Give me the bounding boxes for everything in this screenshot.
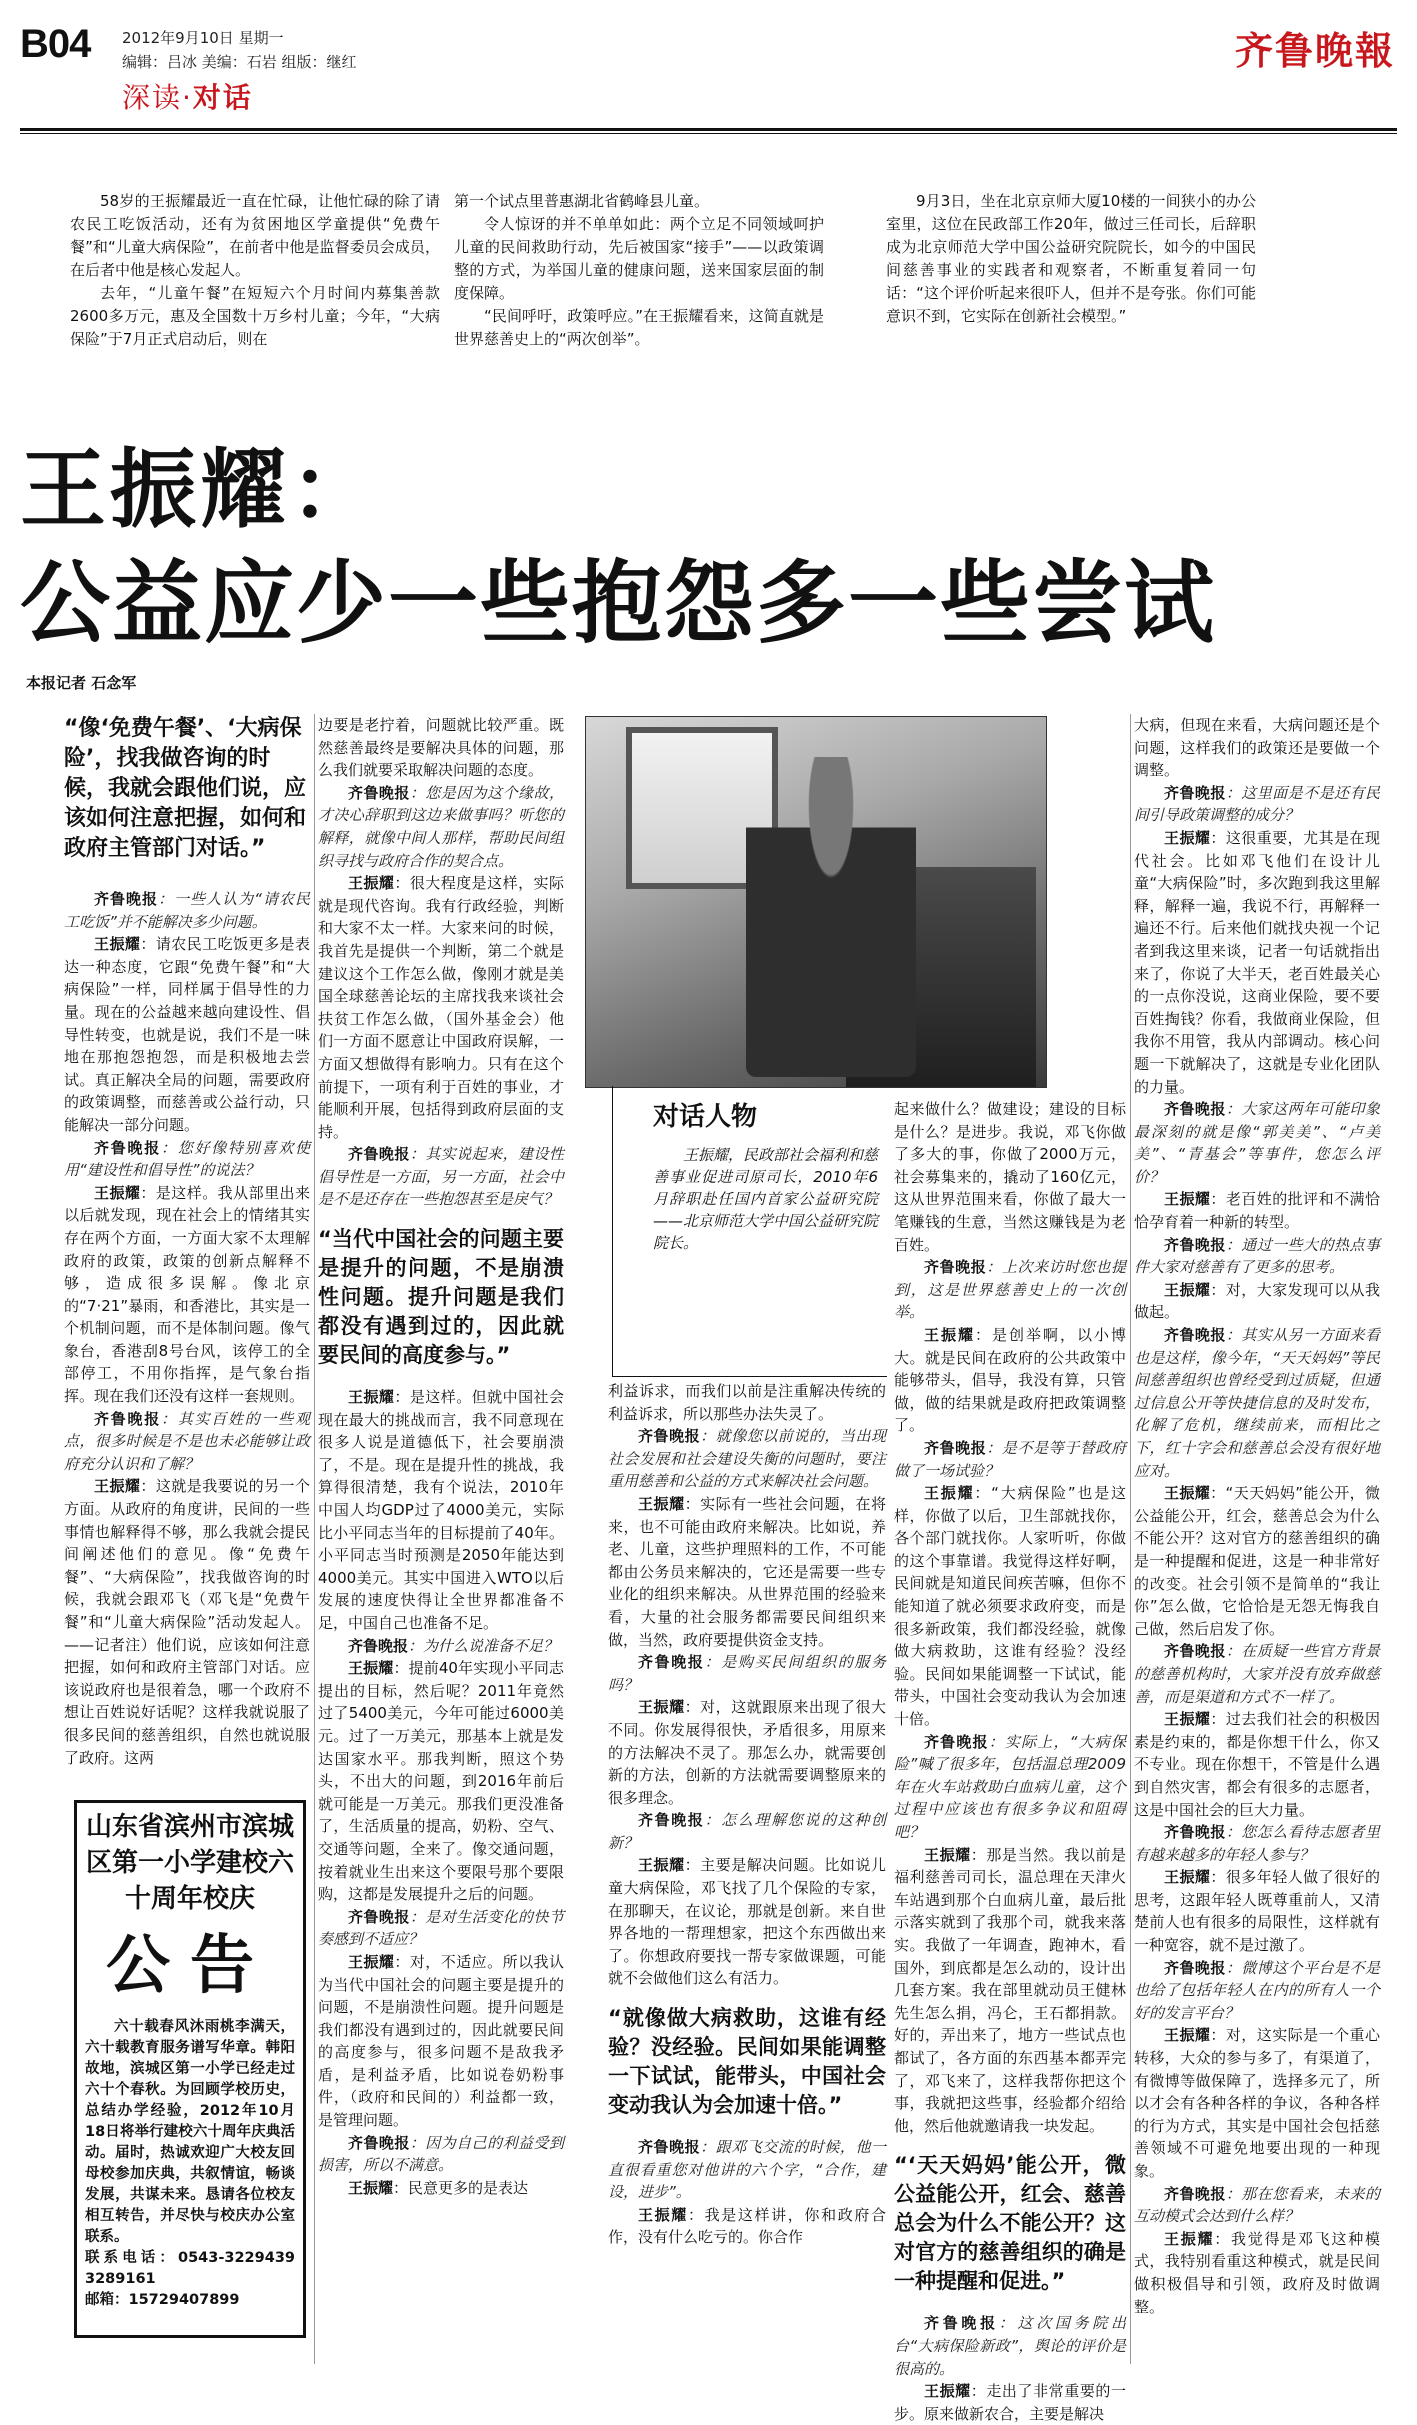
paragraph bbox=[318, 1906, 564, 1951]
photo-person bbox=[746, 757, 916, 1077]
paragraph bbox=[1134, 2183, 1380, 2228]
issue-editors: 编辑：吕冰 美编：石岩 组版：继红 bbox=[122, 53, 357, 71]
paragraph-text: ：“大病保险”也是这样，你做了以后，卫生部就找你，各个部门就找你。人家听听，你做的这个事靠谱。我觉得这样好啊，民间就是知道民间疾苦嘛，但你不能知道了就必须要求政府变，而是很多新政策，我们都没经验，就像做大病救助，这谁有经验？没经验。民间如果能调整一下试试，能带头，中国社会变动我认为会加速十倍。 bbox=[894, 1484, 1126, 1729]
speaker-label: 王振耀 bbox=[638, 1494, 685, 1513]
speaker-label: 齐鲁晚报 bbox=[94, 1409, 161, 1428]
paragraph bbox=[608, 1425, 886, 1493]
paragraph-text: ：走出了非常重要的一步。原来做新农合，主要是解决 bbox=[894, 2382, 1126, 2423]
profile-body bbox=[653, 1144, 878, 1254]
paragraph-text: ：对，这实际是一个重心转移，大众的参与多了，有渠道了，有微博等做保障了，选择多元了，所以才会有各种各样的争议，各种各样的行为方式，其实是中国社会包括慈善领域不可避免地要出现的一种现象。 bbox=[1134, 2026, 1380, 2180]
paragraph bbox=[1134, 1234, 1380, 1279]
paragraph bbox=[608, 1854, 886, 1990]
paragraph-text: ：通过一些大的热点事件大家对慈善有了更多的思考。 bbox=[1134, 1235, 1380, 1277]
paragraph bbox=[1134, 1821, 1380, 1866]
profile-box bbox=[612, 1086, 887, 1377]
interview-photo bbox=[585, 716, 1047, 1088]
paragraph-text: ：对，不适应。所以我认为当代中国社会的问题主要是提升的问题，不是崩溃性问题。提升问题是我们都没有遇到过的，因此就要民间的高度参与，很多问题不是敌我矛盾，是利益矛盾，比如说卷奶粉事件，（政府和民间的）利益都一致，是管理问题。 bbox=[318, 1952, 564, 2130]
paragraph-text: ：这很重要，尤其是在现代社会。比如邓飞他们在设计儿童“大病保险”时，多次跑到我这里解释，解释一遍，我说不行，再解释一遍还不行。后来他们就找央视一个记者到我这里来谈，记者一句话就指出来了，你说了大半天，老百姓最关心的一点你没说，这商业保险，要不要百姓掏钱？你看，我做商业保险，但我你不用管，我从内部调动。核心问题一下就解决了，这就是专业化团队的力量。 bbox=[1134, 828, 1380, 1096]
paragraph bbox=[318, 2177, 564, 2200]
paragraph bbox=[894, 2312, 1126, 2380]
speaker-label: 王振耀 bbox=[348, 1952, 395, 1971]
speaker-label: 齐鲁晚报 bbox=[638, 2138, 701, 2157]
column-divider bbox=[1130, 714, 1131, 2364]
paragraph bbox=[1134, 1957, 1380, 2025]
speaker-label: 齐鲁晚报 bbox=[638, 1811, 705, 1830]
paragraph bbox=[1134, 1098, 1380, 1188]
speaker-label: 齐鲁晚报 bbox=[1164, 2184, 1226, 2203]
paragraph-text: ：就像您以前说的，当出现社会发展和社会建设失衡的问题时，要注重用慈善和公益的方式来解决社会问题。 bbox=[608, 1427, 886, 1491]
paragraph bbox=[318, 2132, 564, 2177]
paragraph-text: ：在质疑一些官方背景的慈善机构时，大家并没有放弃做慈善，而是渠道和方式不一样了。 bbox=[1134, 1642, 1380, 1706]
paragraph-text: ：是对生活变化的快节奏感到不适应？ bbox=[318, 1907, 564, 1949]
paragraph bbox=[64, 1182, 310, 1408]
paragraph bbox=[1134, 1188, 1380, 1233]
issue-meta bbox=[122, 26, 357, 74]
column-sub-label: 对话 bbox=[192, 81, 253, 114]
paragraph-text: 大病，但现在来看，大病问题还是个问题，这样我们的政策还是要做一个调整。 bbox=[1134, 716, 1380, 780]
paragraph-text: ：这里面是不是还有民间引导政策调整的成分？ bbox=[1134, 783, 1380, 825]
paragraph bbox=[318, 1386, 564, 1635]
intro-paragraph: 58岁的王振耀最近一直在忙碌，让他忙碌的除了请农民工吃饭活动，还有为贫困地区学童提供“免费午餐”和“儿童大病保险”，在前者中他是监督委员会成员，在后者中他是核心发起人。 bbox=[70, 192, 440, 279]
paragraph-text: ：提前40年实现小平同志提出的目标，然后呢？2011年竟然过了5400美元，今年可能过6000美元。过了一万美元，那基本上就是发达国家水平。那我判断，照这个势头，不出大的问题，到2016年前后就可能是一万美元。那我们更没准备了，生活质量的提高，奶粉、空气、交通等问题，全来了。像交通问题，按着就业生出来这个要限号那个要限购，这都是发展提升之后的问题。 bbox=[318, 1659, 564, 1904]
paragraph-text: ：“天天妈妈”能公开，微公益能公开，红会，慈善总会为什么不能公开？这对官方的慈善组织的确是一种提醒和促进，这是一种非常好的改变。社会引领不是简单的“我让你”怎么做，它恰恰是无怨无悔我自己做，然后启发了你。 bbox=[1134, 1484, 1380, 1638]
speaker-label: 王振耀 bbox=[1164, 1710, 1211, 1729]
headline-line-1: 王振耀： bbox=[20, 440, 380, 540]
body-column-2 bbox=[318, 714, 564, 2364]
paragraph bbox=[894, 2380, 1126, 2425]
paragraph-text: ：是这样。我从部里出来以后就发现，现在社会上的情绪其实存在两个方面，一方面大家不太理解政府的政策，政策的创新点解释不够，造成很多误解。像北京的“7·21”暴雨，和香港比，其实是一个机制问题，而不是体制问题。像气象台，香港刮8号台风，该停工的全部停工，不用你指挥，是气象台指挥。现在我们还没有这样一套规则。 bbox=[64, 1183, 310, 1406]
speaker-label: 王振耀 bbox=[924, 1325, 975, 1344]
intro-paragraph: 去年，“儿童午餐”在短短六个月时间内募集善款2600多万元，惠及全国数十万乡村儿童；今年，“大病保险”于7月正式启动后，则在 bbox=[70, 284, 440, 348]
paragraph bbox=[894, 1731, 1126, 1844]
paragraph-text: ：实际有一些社会问题，在将来，也不可能由政府来解决。比如说，养老、儿童，这些护理照料的工作，不可能都由公务员来解决的，它还是需要一些专业化的组织来解决。从世界范围的经验来看，大量的社会服务都需要民间组织来做，当然，政府要提供资金支持。 bbox=[608, 1494, 886, 1649]
paragraph bbox=[1134, 1640, 1380, 1708]
speaker-label: 王振耀 bbox=[94, 1183, 141, 1202]
paragraph-text: ：实际上，“大病保险”喊了很多年，包括温总理2009年在火车站救助白血病儿童，这个过程中应该也有很多争议和阻碍吧？ bbox=[894, 1732, 1126, 1841]
paragraph-text: 边要是老拧着，问题就比较严重。既然慈善最终是要解决具体的问题，那么我们就要采取解决问题的态度。 bbox=[318, 716, 564, 780]
paragraph bbox=[64, 1408, 310, 1476]
column-label: 深读 bbox=[122, 81, 183, 114]
speaker-label: 王振耀 bbox=[924, 2382, 971, 2401]
paragraph bbox=[608, 1651, 886, 1696]
byline: 本报记者 石念军 bbox=[26, 674, 137, 692]
paragraph-text: ：其实说起来，建设性倡导性是一方面，另一方面，社会中是不是还存在一些抱怨甚至是戾气？ bbox=[318, 1145, 564, 1209]
paragraph bbox=[1134, 1708, 1380, 1821]
speaker-label: 王振耀 bbox=[1164, 828, 1211, 847]
pull-quote: “‘天天妈妈’能公开，微公益能公开，红会、慈善总会为什么不能公开？这对官方的慈善组织的确是一种提醒和促进。” bbox=[894, 2153, 1126, 2294]
speaker-label: 齐鲁晚报 bbox=[348, 783, 410, 802]
intro-paragraph: 令人惊讶的并不单单如此：两个立足不同领域呵护儿童的民间救助行动，先后被国家“接手”——以政策调整的方式，为举国儿童的健康问题，送来国家层面的制度保障。 bbox=[454, 215, 824, 302]
paragraph-text: ：为什么说准备不足？ bbox=[408, 1636, 559, 1655]
body-column-3 bbox=[608, 1380, 886, 2365]
paragraph-text: ：跟邓飞交流的时候，他一直很看重您对他讲的六个字，“合作，建设，进步”。 bbox=[608, 2138, 886, 2202]
header-rule-thin bbox=[20, 133, 1397, 134]
paragraph-text: ：是这样。但就中国社会现在最大的挑战而言，我不同意现在很多人说是道德低下，社会要崩溃了，不是。现在是提升性的挑战，我算得很清楚，我有个说法，2010年中国人均GDP过了4000美元，实际比小平同志当年的目标提前了40年。小平同志当时预测是2050年能达到4000美元。其实中国进入WTO以后发展的速度快得让全世界都准备不足，中国自己也准备不足。 bbox=[318, 1388, 564, 1632]
paragraph bbox=[1134, 782, 1380, 827]
profile-text: 王振耀，民政部社会福利和慈善事业促进司原司长，2010年6月辞职赴任国内首家公益研究院——北京师范大学中国公益研究院院长。 bbox=[653, 1146, 879, 1252]
paragraph bbox=[318, 782, 564, 872]
speaker-label: 齐鲁晚报 bbox=[1164, 1100, 1226, 1119]
speaker-label: 王振耀 bbox=[1164, 1190, 1211, 1209]
paragraph-text: ：这次国务院出台“大病保险新政”，舆论的评价是很高的。 bbox=[894, 2314, 1126, 2378]
paragraph-text: ：是购买民间组织的服务吗？ bbox=[608, 1653, 886, 1694]
speaker-label: 齐鲁晚报 bbox=[924, 1438, 987, 1457]
pull-quote: “当代中国社会的问题主要是提升的问题，不是崩溃性问题。提升问题是我们都没有遇到过的，因此就要民间的高度参与。” bbox=[318, 1227, 564, 1368]
speaker-label: 王振耀 bbox=[1164, 2026, 1211, 2045]
page-number: B04 bbox=[20, 22, 91, 66]
paragraph-text: ：因为自己的利益受到损害，所以不满意。 bbox=[318, 2133, 564, 2175]
intro-paragraph: “民间呼吁，政策呼应。”在王振耀看来，这简直就是世界慈善史上的“两次创举”。 bbox=[454, 307, 824, 348]
paragraph-text: ：大家这两年可能印象最深刻的就是像“郭美美”、“卢美美”、“青基会”等事件，您怎么评价？ bbox=[1134, 1100, 1380, 1186]
paragraph bbox=[64, 1137, 310, 1182]
paragraph-text: ：对，这就跟原来出现了很大不同。你发展得很快，矛盾很多，用原来的方法解决不灵了。那怎么办，就需要创新的方法，创新的方法就需要调整原来的很多理念。 bbox=[608, 1698, 886, 1807]
paragraph bbox=[318, 714, 564, 782]
paragraph bbox=[1134, 1866, 1380, 1956]
speaker-label: 齐鲁晚报 bbox=[1164, 783, 1226, 802]
paragraph-text: ：这就是我要说的另一个方面。从政府的角度讲，民间的一些事情也解释得不够，那么我就会提民间阐述他们的意见。像“免费午餐”、“大病保险”，找我做咨询的时候，我就会跟邓飞（邓飞是“免费午餐”和“儿童大病保险”活动发起人。——记者注）他们说，应该如何注意把握，如何和政府主管部门对话。应该说政府也是很着急，哪一个政府不想让百姓说好话呢？这样我就说服了很多民间的慈善组织，自然也就说服了政府。这两 bbox=[64, 1477, 310, 1767]
paragraph bbox=[608, 1493, 886, 1651]
paragraph-text: ：很大程度是这样，实际就是现代咨询。我有行政经验，判断和大家不太一样。大家来问的时候，我首先是提供一个判断，第二个就是建议这个工作怎么做，像刚才就是美国全球慈善论坛的主席找我来谈社会扶贫工作怎么做，（国外基金会）他们一方面不愿意让中国政府误解，一方面又想做得有影响力。只有在这个前提下，一项有利于百姓的事业，才能顺利开展，包括得到政府层面的支持。 bbox=[318, 874, 564, 1141]
paragraph bbox=[894, 1256, 1126, 1324]
intro-column-2 bbox=[454, 190, 824, 351]
speaker-label: 齐鲁晚报 bbox=[1164, 1958, 1226, 1977]
paragraph bbox=[894, 1437, 1126, 1482]
speaker-label: 齐鲁晚报 bbox=[94, 890, 159, 908]
ad-email: 邮箱：15729407899 bbox=[85, 2292, 240, 2308]
paragraph-text: ：其实从另一方面来看也是这样，像今年，“天天妈妈”等民间慈善组织也曾经受到过质疑，但通过信息公开等快捷信息的及时发布，化解了危机，继续前来，而相比之下，红十字会和慈善总会没有很好地应对。 bbox=[1134, 1326, 1380, 1480]
ad-title: 山东省滨州市滨城区第一小学建校六十周年校庆 bbox=[85, 1812, 294, 1914]
paragraph-text: ：民意更多的是表达 bbox=[393, 2178, 529, 2197]
speaker-label: 王振耀 bbox=[1164, 2229, 1215, 2248]
speaker-label: 齐鲁晚报 bbox=[638, 1427, 701, 1446]
paragraph-text: ：很多年轻人做了很好的思考，这跟年轻人既尊重前人，又清楚前人也有很多的局限性，这样就有一种宽容，就不是过激了。 bbox=[1134, 1868, 1380, 1955]
paragraph bbox=[608, 1380, 886, 1425]
speaker-label: 王振耀 bbox=[94, 1477, 141, 1496]
ad-phone: 联系电话：0543-3229439 3289161 bbox=[85, 2250, 295, 2287]
intro-column-3 bbox=[886, 190, 1256, 328]
speaker-label: 齐鲁晚报 bbox=[924, 1732, 989, 1751]
paragraph bbox=[318, 1143, 564, 1211]
ad-body bbox=[85, 2017, 295, 2311]
paragraph bbox=[894, 1098, 1126, 1256]
paragraph bbox=[608, 2204, 886, 2249]
speaker-label: 王振耀 bbox=[348, 1659, 394, 1678]
paragraph-text: ：您怎么看待志愿者里有越来越多的年轻人参与？ bbox=[1134, 1823, 1380, 1864]
paragraph bbox=[1134, 1324, 1380, 1482]
paragraph bbox=[1134, 827, 1380, 1098]
speaker-label: 齐鲁晚报 bbox=[1164, 1823, 1226, 1842]
speaker-label: 齐鲁晚报 bbox=[924, 2314, 999, 2333]
newspaper-logo: 齐鲁晚報 bbox=[1234, 28, 1395, 73]
paragraph-text: ：那是当然。我以前是福利慈善司司长，温总理在天津火车站遇到那个白血病儿童，最后批示落实就到了我那个司，就我来落实。我做了一年调查，跑神木，看国外，到底都是怎么动的，设计出几套方案。我在部里就动员王健林先生怎么捐，冯仑，王石都捐款。好的，弄出来了，地方一些试点也都试了，各方面的东西基本都弄完了，邓飞来了，这样我帮你把这个事，我就把这些事，经验都介绍给他，然后他就邀请我一块发起。 bbox=[894, 1845, 1126, 2135]
speaker-label: 齐鲁晚报 bbox=[1164, 1326, 1226, 1345]
paragraph bbox=[894, 1844, 1126, 2138]
paragraph bbox=[1134, 1482, 1380, 1640]
pull-quote-1: “像‘免费午餐’、‘大病保险’，找我做咨询的时候，我就会跟他们说，应该如何注意把握，如何和政府主管部门对话。” bbox=[64, 716, 307, 861]
ad-big-title: 公告 bbox=[106, 1928, 274, 2003]
intro-paragraph: 9月3日，坐在北京京师大厦10楼的一间狭小的办公室里，这位在民政部工作20年，做过三任司长，后辞职成为北京师范大学中国公益研究院院长，如今的中国民间慈善事业的实践者和观察者，不断重复着同一句话：“这个评价听起来很吓人，但并不是夸张。你们可能意识不到，它实际在创新社会模型。” bbox=[886, 192, 1256, 325]
intro-paragraph: 第一个试点里普惠湖北省鹤峰县儿童。 bbox=[454, 192, 710, 210]
paragraph bbox=[318, 1635, 564, 1658]
speaker-label: 王振耀 bbox=[638, 1698, 685, 1717]
speaker-label: 齐鲁晚报 bbox=[924, 1258, 987, 1277]
body-column-4 bbox=[894, 1098, 1126, 2423]
paragraph bbox=[64, 933, 310, 1136]
paragraph-text: ：怎么理解您说的这种创新？ bbox=[608, 1811, 886, 1852]
paragraph bbox=[1134, 714, 1380, 782]
paragraph-text: ：是创举啊，以小博大。就是民间在政府的公共政策中能够带头，倡导，我没有算，只管做，做的结果就是政府把政策调整了。 bbox=[894, 1325, 1126, 1435]
paragraph bbox=[894, 1324, 1126, 1437]
header-rule bbox=[20, 128, 1397, 131]
paragraph-text: ：是不是等于替政府做了一场试验？ bbox=[894, 1438, 1126, 1480]
column-name: 深读·对话 bbox=[122, 81, 253, 114]
paragraph-text: ：您好像特别喜欢使用“建设性和倡导性”的说法？ bbox=[64, 1138, 310, 1180]
pull-quote: “就像做大病救助，这谁有经验？没经验。民间如果能调整一下试试，能带头，中国社会变动我认为会加速十倍。” bbox=[608, 2006, 886, 2118]
paragraph-text: ：您是因为这个缘故，才决心辞职到这边来做事吗？听您的解释，就像中间人那样，帮助民间组织寻找与政府合作的契合点。 bbox=[318, 783, 564, 870]
speaker-label: 王振耀 bbox=[348, 874, 395, 893]
intro-column-1 bbox=[70, 190, 440, 351]
school-anniversary-ad bbox=[74, 1800, 306, 2338]
headline-line-2: 公益应少一些抱怨多一些尝试 bbox=[20, 551, 1216, 656]
speaker-label: 齐鲁晚报 bbox=[94, 1138, 161, 1157]
paragraph-text: ：我觉得是邓飞这种模式，我特别看重这种模式，就是民间做积极倡导和引领，政府及时做调整。 bbox=[1134, 2229, 1380, 2316]
speaker-label: 王振耀 bbox=[924, 1845, 971, 1864]
paragraph-text: ：那在您看来，未来的互动模式会达到什么样？ bbox=[1134, 2184, 1380, 2226]
paragraph-text: ：其实百姓的一些观点，很多时候是不是也未必能够让政府充分认识和了解？ bbox=[64, 1409, 310, 1473]
speaker-label: 王振耀 bbox=[638, 2205, 688, 2224]
paragraph bbox=[1134, 2024, 1380, 2182]
speaker-label: 王振耀 bbox=[94, 935, 141, 954]
body-column-5 bbox=[1134, 714, 1380, 2365]
paragraph bbox=[318, 872, 564, 1143]
speaker-label: 王振耀 bbox=[1164, 1484, 1211, 1503]
speaker-label: 齐鲁晚报 bbox=[638, 1653, 705, 1672]
body-column-1 bbox=[64, 888, 310, 1788]
paragraph-text: ：老百姓的批评和不满恰恰孕育着一种新的转型。 bbox=[1134, 1190, 1380, 1232]
paragraph-text: ：微博这个平台是不是也给了包括年轻人在内的所有人一个好的发言平台？ bbox=[1134, 1958, 1380, 2022]
speaker-label: 王振耀 bbox=[1164, 1280, 1211, 1299]
paragraph-text: ：过去我们社会的积极因素是约束的，都是你想干什么，你又不专业。现在你想干，不管是什么遇到自然灾害，都会有很多的志愿者，这是中国社会的巨大力量。 bbox=[1134, 1710, 1380, 1819]
paragraph bbox=[64, 888, 310, 933]
speaker-label: 王振耀 bbox=[924, 1484, 975, 1503]
paragraph bbox=[608, 1696, 886, 1809]
speaker-label: 王振耀 bbox=[1164, 1868, 1211, 1887]
speaker-label: 王振耀 bbox=[638, 1856, 685, 1875]
paragraph-text: ：上次来访时您也提到，这是世界慈善史上的一次创举。 bbox=[894, 1258, 1126, 1322]
issue-date: 2012年9月10日 星期一 bbox=[122, 29, 284, 47]
paragraph bbox=[1134, 2228, 1380, 2318]
paragraph bbox=[608, 1809, 886, 1854]
speaker-label: 齐鲁晚报 bbox=[348, 1636, 409, 1655]
paragraph bbox=[1134, 1279, 1380, 1324]
speaker-label: 齐鲁晚报 bbox=[1164, 1235, 1226, 1254]
paragraph-text: ：主要是解决问题。比如说儿童大病保险，邓飞找了几个保险的专家，在那聊天，在议论，那就是创新。来自世界各地的一帮理想家，把这个东西做出来了。你想政府要找一帮专家做课题，可能就不会做他们这么有活力。 bbox=[608, 1856, 886, 1988]
paragraph bbox=[64, 1475, 310, 1769]
paragraph-text: ：请农民工吃饭更多是表达一种态度，它跟“免费午餐”和“大病保险”一样，同样属于倡导性的力量。现在的公益越来越向建设性、倡导性转变，也就是说，我们不是一味地在那抱怨抱怨，而是积极地去尝试。真正解决全局的问题，需要政府的政策调整，而慈善或公益行动，只能解决一部分问题。 bbox=[64, 935, 310, 1134]
paragraph bbox=[894, 1482, 1126, 1731]
speaker-label: 王振耀 bbox=[348, 2178, 394, 2197]
paragraph-text: 利益诉求，而我们以前是注重解决传统的利益诉求，所以那些办法失灵了。 bbox=[608, 1382, 886, 1423]
profile-title: 对话人物 bbox=[653, 1102, 758, 1132]
ad-text: 六十载春风沐雨桃李满天，六十载教育服务谱写华章。韩阳故地，滨城区第一小学已经走过六十个春秋。为回顾学校历史，总结办学经验，2012年10月18日将举行建校六十周年庆典活动。届时，热诚欢迎广大校友回母校参加庆典，共叙情谊，畅谈发展，共谋未来。恳请各位校友相互转告，并尽快与校庆办公室联系。 bbox=[85, 2019, 295, 2245]
paragraph-text: ：我是这样讲，你和政府合作，没有什么吃亏的。你合作 bbox=[608, 2205, 886, 2247]
speaker-label: 齐鲁晚报 bbox=[348, 1145, 410, 1164]
speaker-label: 齐鲁晚报 bbox=[348, 2133, 410, 2152]
paragraph-text: ：对，大家发现可以从我做起。 bbox=[1134, 1280, 1380, 1322]
speaker-label: 王振耀 bbox=[348, 1388, 395, 1407]
paragraph-text: 起来做什么？做建设；建设的目标是什么？是进步。我说，邓飞你做了多大的事，你做了2000万元，社会募集来的，撬动了160亿元，这从世界范围来看，你做了最大一笔赚钱的生意，当然这赚钱是为老百姓。 bbox=[894, 1100, 1126, 1254]
paragraph bbox=[608, 2136, 886, 2204]
speaker-label: 齐鲁晚报 bbox=[1164, 1642, 1226, 1661]
speaker-label: 齐鲁晚报 bbox=[348, 1907, 410, 1926]
paragraph bbox=[318, 1657, 564, 1906]
paragraph bbox=[318, 1951, 564, 2132]
paragraph-text: ：一些人认为“请农民工吃饭”并不能解决多少问题。 bbox=[64, 890, 310, 931]
column-divider bbox=[314, 714, 315, 2364]
